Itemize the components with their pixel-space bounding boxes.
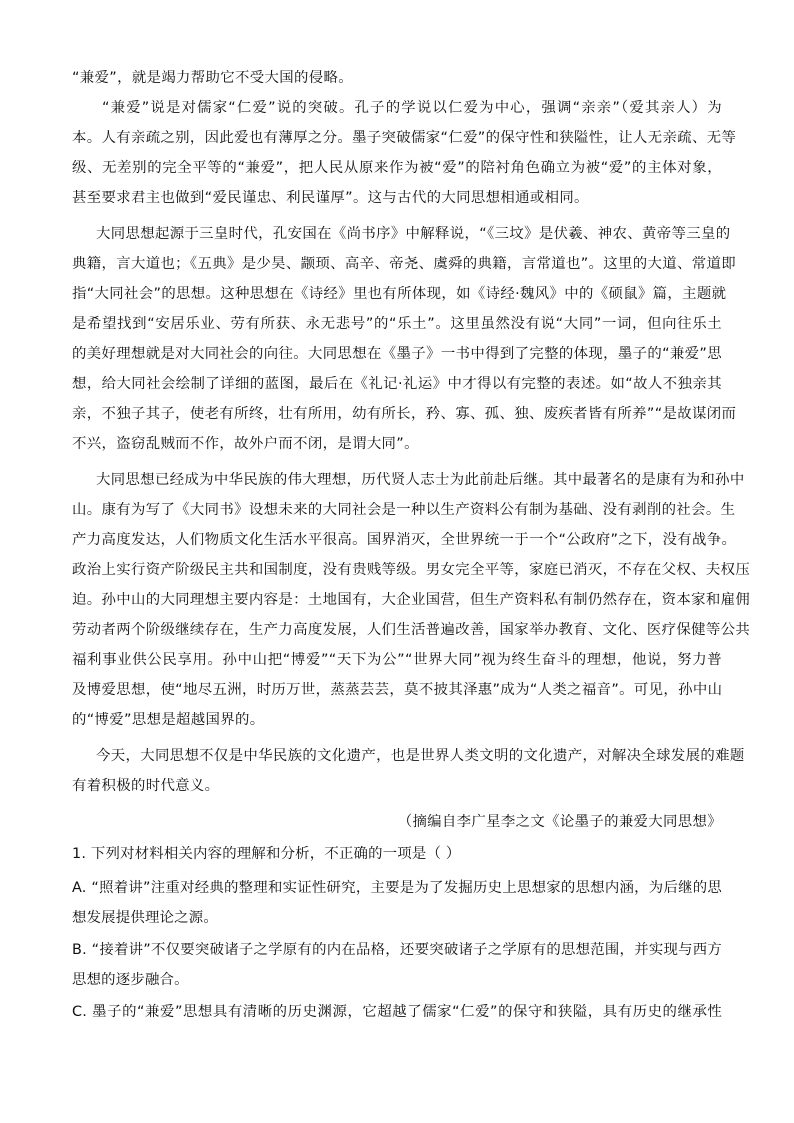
- text-line: 亲，不独子其子，使老有所终，壮有所用，幼有所长，矜、寡、孤、独、废疾者皆有所养”“是故谋闭而: [72, 406, 737, 422]
- option-b: B. “接着讲”不仅要突破诸子之学原有的内在品格，还要突破诸子之学原有的思想范围，并实现与西方: [72, 942, 722, 958]
- text-line: 的“博爱”思想是超越国界的。: [72, 712, 265, 728]
- text-line: 想，给大同社会绘制了详细的蓝图，最后在《礼记·礼运》中才得以有完整的表述。如“故人不独亲其: [72, 376, 722, 392]
- text-line: 的美好理想就是对大同社会的向往。大同思想在《墨子》一书中得到了完整的体现，墨子的“兼爱”思: [72, 346, 722, 362]
- text-line: 产力高度发达，人们物质文化生活水平很高。国界消灭，全世界统一于一个“公政府”之下，没有战争。: [72, 532, 737, 548]
- text-line: 不兴，盗窃乱贼而不作，故外户而不闭，是谓大同”。: [72, 436, 419, 452]
- text-line: 及博爱思想，使“地尽五洲，时历万世，蒸蒸芸芸，莫不披其泽惠”成为“人类之福音”。可见，孙中山: [72, 682, 723, 698]
- text-line: “兼爱”，就是竭力帮助它不受大国的侵略。: [72, 70, 353, 86]
- text-line: 山。康有为写了《大同书》设想未来的大同社会是一种以生产资料公有制为基础、没有剥削的社会。生: [72, 502, 736, 518]
- text-line: 大同思想起源于三皇时代，孔安国在《尚书序》中解释说，“《三坟》是伏羲、神农、黄帝等三皇的: [96, 226, 731, 242]
- text-line: 是希望找到“安居乐业、劳有所获、永无悲号”的“乐土”。这里虽然没有说“大同”一词，但向往乐土: [72, 316, 722, 332]
- text-line: 政治上实行资产阶级民主共和国制度，没有贵贱等级。男女完全平等，家庭已消灭，不存在父权、夫权压: [72, 562, 751, 578]
- text-line: 今天，大同思想不仅是中华民族的文化遗产，也是世界人类文明的文化遗产，对解决全球发展的难题: [96, 748, 745, 764]
- text-line: 劳动者两个阶级继续存在，生产力高度发展，人们生活普遍改善，国家举办教育、文化、医疗保健等公共: [72, 622, 751, 638]
- option-b-cont: 思想的逐步融合。: [72, 972, 189, 988]
- source-citation: （摘编自李广星李之文《论墨子的兼爱大同思想》: [397, 814, 722, 830]
- text-line: “兼爱”说是对儒家“仁爱”说的突破。孔子的学说以仁爱为中心，强调“亲亲”（爱其亲人）为: [102, 100, 722, 116]
- text-line: 级、无差别的完全平等的“兼爱”，把人民从原来作为被“爱”的陪衬角色确立为被“爱”的主体对象，: [72, 160, 722, 176]
- text-line: 福利事业供公民享用。孙中山把“博爱”“天下为公”“世界大同”视为终生奋斗的理想，他说，努力普: [72, 652, 722, 668]
- option-a-cont: 想发展提供理论之源。: [72, 910, 218, 926]
- text-line: 有着积极的时代意义。: [72, 778, 220, 794]
- text-line: 本。人有亲疏之别，因此爱也有薄厚之分。墨子突破儒家“仁爱”的保守性和狭隘性，让人无亲疏、无等: [72, 130, 737, 146]
- text-line: 迫。孙中山的大同理想主要内容是：土地国有，大企业国营，但生产资料私有制仍然存在，资本家和雇佣: [72, 592, 751, 608]
- text-line: 甚至要求君主也做到“爱民谨忠、利民谨厚”。这与古代的大同思想相通或相同。: [72, 190, 589, 206]
- text-line: 指“大同社会”的思想。这种思想在《诗经》里也有所体现，如《诗经·魏风》中的《硕鼠》篇，主题就: [72, 286, 727, 302]
- text-line: 典籍，言大道也；《五典》是少昊、颛顼、高辛、帝尧、虞舜的典籍，言常道也”。这里的大道、常道即: [72, 256, 736, 272]
- text-line: 大同思想已经成为中华民族的伟大理想，历代贤人志士为此前赴后继。其中最著名的是康有为和孙中: [96, 472, 745, 488]
- option-c: C. 墨子的“兼爱”思想具有清晰的历史渊源，它超越了儒家“仁爱”的保守和狭隘，具有历史的继承性: [72, 1004, 722, 1020]
- option-a: A. “照着讲”注重对经典的整理和实证性研究，主要是为了发掘历史上思想家的思想内涵，为后继的思: [72, 880, 722, 896]
- question-stem: 1. 下列对材料相关内容的理解和分析，不正确的一项是（ ）: [72, 846, 461, 862]
